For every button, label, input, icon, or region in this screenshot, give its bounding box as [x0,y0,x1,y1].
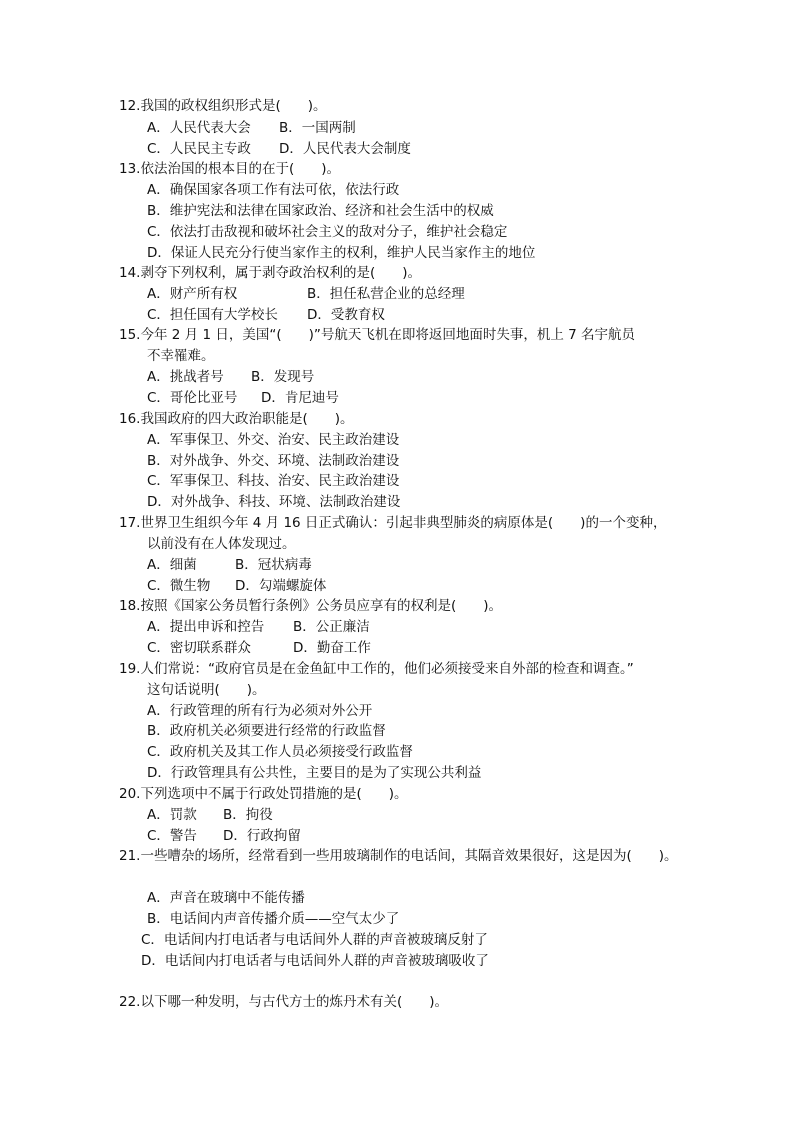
option-d: D．保证人民充分行使当家作主的权利，维护人民当家作主的地位 [147,245,536,261]
option-c: C．电话间内打电话者与电话间外人群的声音被玻璃反射了 [141,932,488,948]
question-16 [119,409,354,429]
option-d: D．人民代表大会制度 [279,141,411,157]
option-row [147,576,326,596]
option-c: C．依法打击敌视和破坏社会主义的敌对分子，维护社会稳定 [147,224,508,240]
option-row [147,284,465,304]
option-b: B．政府机关必须要进行经常的行政监督 [147,723,386,739]
option-a: A．细菌 [147,557,197,573]
question-stem: 依法治国的根本目的在于( )。 [140,161,341,177]
question-number: 15. [119,327,141,343]
question-number: 20. [119,786,141,802]
option-row [147,139,411,159]
option-b: B．对外战争、外交、环境、法制政治建设 [147,453,400,469]
option-c: C．微生物 [147,578,211,594]
option-d: D．肯尼迪号 [261,390,339,406]
option-d: D．受教育权 [307,307,385,323]
question-stem-continued: 这句话说明( )。 [147,682,266,698]
question-number: 16. [119,411,141,427]
question-stem: 按照《国家公务员暂行条例》公务员应享有的权利是( )。 [140,598,503,614]
question-stem-continued: 以前没有在人体发现过。 [147,536,296,552]
question-stem: 一些嘈杂的场所，经常看到一些用玻璃制作的电话间，其隔音效果很好，这是因为( )。 [140,848,678,864]
question-stem: 今年 2 月 1 日，美国“( )”号航天飞机在即将返回地面时失事，机上 7 名宇航员 [140,327,636,343]
option-c: C．哥伦比亚号 [147,390,238,406]
question-stem: 我国政府的四大政治职能是( )。 [140,411,354,427]
question-number: 22. [119,994,141,1010]
question-stem: 下列选项中不属于行政处罚措施的是( )。 [140,786,408,802]
question-number: 13. [119,161,141,177]
option-a: A．财产所有权 [147,286,238,302]
question-stem: 人们常说：“政府官员是在金鱼缸中工作的，他们必须接受来自外部的检查和调查。” [140,661,634,677]
option-a: A．确保国家各项工作有法可依，依法行政 [147,182,400,198]
question-19 [119,659,634,679]
option-a: A．声音在玻璃中不能传播 [147,890,305,906]
question-stem: 我国的政权组织形式是( )。 [140,98,327,114]
option-c: C．人民民主专政 [147,141,251,157]
question-22 [119,992,448,1012]
question-20 [119,784,408,804]
option-a: A．挑战者号 [147,369,224,385]
option-c: C．密切联系群众 [147,640,251,656]
option-b: B．一国两制 [279,120,356,136]
option-c: C．军事保卫、科技、治安、民主政治建设 [147,473,400,489]
option-d: D．行政拘留 [223,828,301,844]
question-stem-continued: 不幸罹难。 [147,348,215,364]
option-c: C．担任国有大学校长 [147,307,278,323]
option-a: A．提出申诉和控告 [147,619,265,635]
option-row [147,555,312,575]
question-15 [119,325,635,345]
option-b: B．拘役 [223,807,273,823]
option-row [147,638,371,658]
question-stem: 剥夺下列权利，属于剥夺政治权利的是( )。 [140,265,422,281]
question-21 [119,846,678,866]
option-a: A．罚款 [147,807,197,823]
question-number: 18. [119,598,141,614]
option-d: D．勾端螺旋体 [235,578,327,594]
question-number: 12. [119,98,141,114]
option-a: A．行政管理的所有行为必须对外公开 [147,703,373,719]
option-a: A．军事保卫、外交、治安、民主政治建设 [147,432,400,448]
question-18 [119,596,502,616]
option-b: B．担任私营企业的总经理 [307,286,465,302]
option-row [147,367,314,387]
question-number: 17. [119,515,141,531]
question-stem: 世界卫生组织今年 4 月 16 日正式确认：引起非典型肺炎的病原体是( )的一个变种， [140,515,667,531]
option-d: D．电话间内打电话者与电话间外人群的声音被玻璃吸收了 [141,953,489,969]
option-d: D．对外战争、科技、环境、法制政治建设 [147,494,401,510]
option-c: C．政府机关及其工作人员必须接受行政监督 [147,744,413,760]
option-d: D．行政管理具有公共性，主要目的是为了实现公共利益 [147,765,482,781]
option-row [147,617,370,637]
option-row [147,305,385,325]
question-number: 19. [119,661,141,677]
option-d: D．勤奋工作 [293,640,371,656]
option-b: B．发现号 [251,369,315,385]
option-b: B．冠状病毒 [235,557,312,573]
question-14 [119,263,421,283]
question-number: 14. [119,265,141,281]
question-17 [119,513,666,533]
question-number: 21. [119,848,141,864]
option-c: C．警告 [147,828,197,844]
question-12 [119,96,327,116]
option-row [147,805,273,825]
option-row [147,388,339,408]
option-a: A．人民代表大会 [147,120,251,136]
option-row [147,118,356,138]
question-13 [119,159,340,179]
option-b: B．电话间内声音传播介质——空气太少了 [147,911,400,927]
option-b: B．维护宪法和法律在国家政治、经济和社会生活中的权威 [147,203,494,219]
option-b: B．公正廉洁 [293,619,370,635]
option-row [147,826,301,846]
question-stem: 以下哪一种发明，与古代方士的炼丹术有关( )。 [140,994,449,1010]
